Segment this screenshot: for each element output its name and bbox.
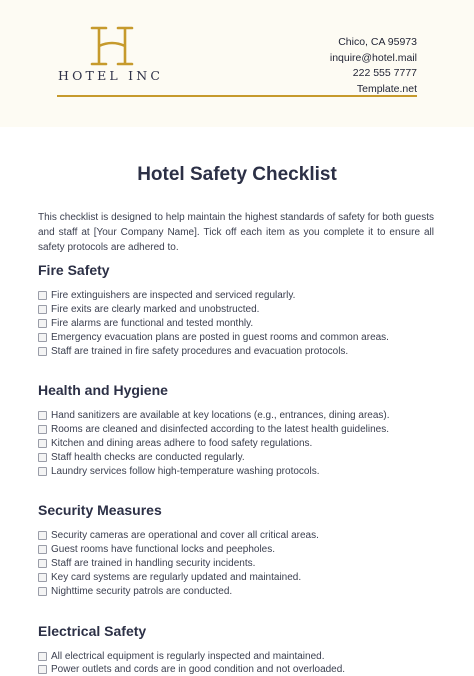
page-title: Hotel Safety Checklist bbox=[137, 164, 337, 185]
checkbox[interactable] bbox=[38, 453, 47, 462]
checklist-item[interactable]: Guest rooms have functional locks and peepholes. bbox=[38, 542, 275, 556]
checklist-item[interactable]: Rooms are cleaned and disinfected according to the latest health guidelines. bbox=[38, 422, 389, 436]
checkbox[interactable] bbox=[38, 291, 47, 300]
checklist-item[interactable]: Staff health checks are conducted regularly. bbox=[38, 450, 245, 464]
section-heading-security: Security Measures bbox=[38, 502, 162, 518]
checkbox[interactable] bbox=[38, 531, 47, 540]
checklist-item[interactable]: Key card systems are regularly updated and maintained. bbox=[38, 570, 301, 584]
checkbox[interactable] bbox=[38, 573, 47, 582]
checklist-item[interactable]: Fire alarms are functional and tested monthly. bbox=[38, 316, 253, 330]
checklist-item[interactable]: Staff are trained in fire safety procedures and evacuation protocols. bbox=[38, 344, 348, 358]
contact-phone: 222 555 7777 bbox=[352, 67, 417, 79]
contact-email: inquire@hotel.mail bbox=[329, 51, 417, 64]
checklist-item[interactable]: All electrical equipment is regularly inspected and maintained. bbox=[38, 649, 324, 663]
checkbox[interactable] bbox=[38, 333, 47, 342]
checklist-item[interactable]: Emergency evacuation plans are posted in guest rooms and common areas. bbox=[38, 330, 389, 344]
checklist-item[interactable]: Laundry services follow high-temperature washing protocols. bbox=[38, 464, 319, 478]
checkbox[interactable] bbox=[38, 545, 47, 554]
checkbox[interactable] bbox=[38, 467, 47, 476]
checkbox[interactable] bbox=[38, 439, 47, 448]
checklist-item[interactable]: Nighttime security patrols are conducted. bbox=[38, 584, 232, 598]
contact-website: Template.net bbox=[356, 82, 417, 95]
section-heading-fire-safety: Fire Safety bbox=[38, 262, 110, 278]
checkbox[interactable] bbox=[38, 559, 47, 568]
checklist-item[interactable]: Staff are trained in handling security incidents. bbox=[38, 556, 255, 570]
checklist-item[interactable]: Fire extinguishers are inspected and serviced regularly. bbox=[38, 288, 295, 302]
checklist-item[interactable]: Security cameras are operational and cover all critical areas. bbox=[38, 528, 319, 542]
checklist-item[interactable]: Power outlets and cords are in good condition and not overloaded. bbox=[38, 662, 345, 676]
checkbox[interactable] bbox=[38, 425, 47, 434]
checkbox[interactable] bbox=[38, 665, 47, 674]
checkbox[interactable] bbox=[38, 347, 47, 356]
letterhead bbox=[0, 0, 474, 127]
section-heading-electrical: Electrical Safety bbox=[38, 623, 147, 639]
checklist-item[interactable]: Hand sanitizers are available at key locations (e.g., entrances, dining areas). bbox=[38, 408, 390, 422]
checkbox[interactable] bbox=[38, 411, 47, 420]
checklist-item[interactable]: Kitchen and dining areas adhere to food safety regulations. bbox=[38, 436, 312, 450]
company-name: HOTEL INC bbox=[58, 68, 164, 83]
checkbox[interactable] bbox=[38, 305, 47, 314]
contact-block bbox=[330, 35, 417, 97]
checkbox[interactable] bbox=[38, 587, 47, 596]
checkbox[interactable] bbox=[38, 319, 47, 328]
header-divider bbox=[57, 95, 417, 97]
hotel-logo-icon bbox=[88, 26, 136, 66]
checkbox[interactable] bbox=[38, 652, 47, 661]
section-heading-health-hygiene: Health and Hygiene bbox=[38, 382, 168, 398]
intro-paragraph: This checklist is designed to help maintain the highest standards of safety for both guests and staff at [Your Company Name]. Tick off each item as you complete it to ensure all safety protocols are adhered to. bbox=[38, 212, 434, 253]
contact-address: Chico, CA 95973 bbox=[338, 36, 417, 48]
checklist-item[interactable]: Fire exits are clearly marked and unobstructed. bbox=[38, 302, 259, 316]
